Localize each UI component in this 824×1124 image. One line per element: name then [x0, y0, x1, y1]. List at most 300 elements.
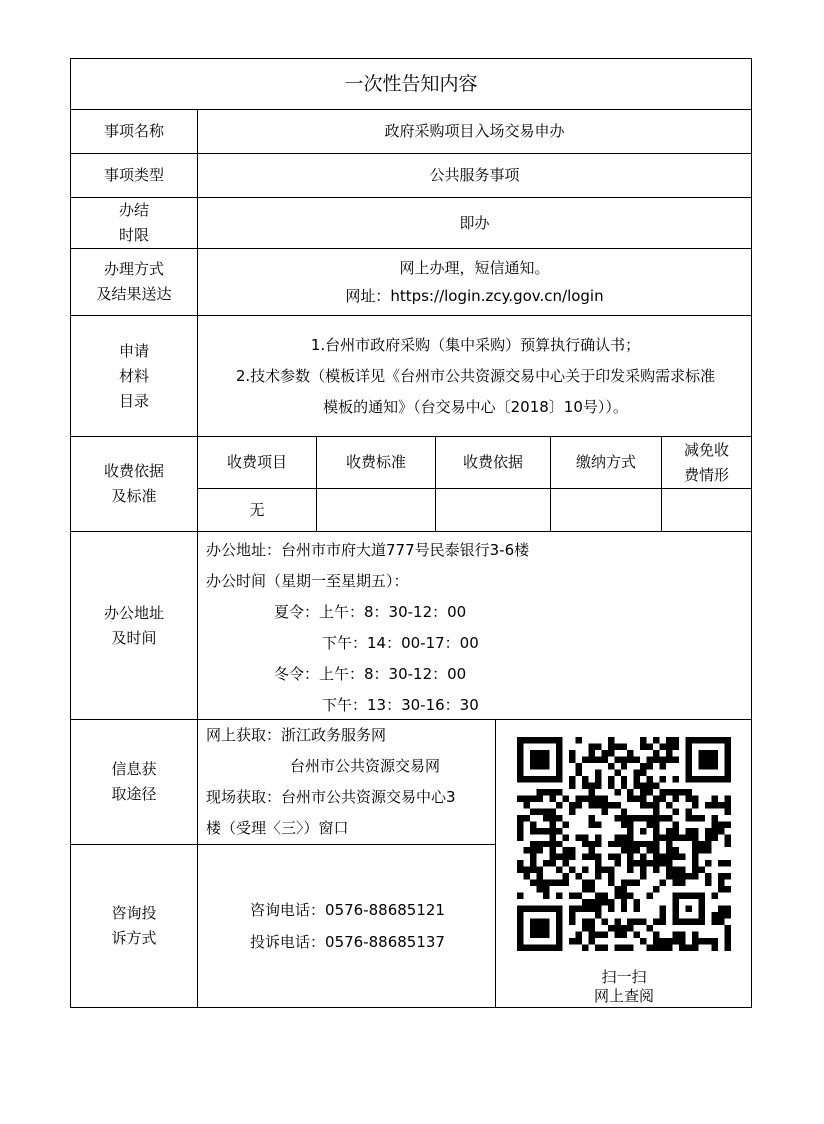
qr-module — [517, 860, 523, 866]
qr-module — [634, 880, 640, 886]
qr-module — [588, 932, 594, 938]
qr-module — [640, 938, 646, 944]
qr-module — [627, 815, 633, 821]
qr-module — [640, 743, 646, 749]
qr-module — [718, 802, 724, 808]
summer-pm-hours: 下午：14：00-17：00 — [322, 634, 479, 652]
qr-module — [647, 860, 653, 866]
qr-module — [582, 854, 588, 860]
material-item-2: 2.技术参数（模板详见《台州市公共资源交易中心关于印发采购需求标准 — [235, 366, 716, 385]
qr-module — [523, 795, 529, 801]
qr-module — [556, 828, 562, 834]
qr-module — [569, 756, 575, 762]
qr-module — [588, 899, 594, 905]
qr-module — [556, 893, 562, 899]
qr-module — [712, 919, 718, 925]
qr-module — [536, 886, 542, 892]
material-item-1: 1.台州市政府采购（集中采购）预算执行确认书； — [310, 335, 641, 354]
qr-module — [608, 743, 614, 749]
qr-module — [666, 834, 672, 840]
qr-module — [621, 945, 627, 951]
fee-header-item-text: 收费项目 — [226, 453, 287, 471]
fee-header-reduction — [662, 437, 751, 489]
qr-module — [556, 854, 562, 860]
qr-module — [725, 834, 731, 840]
qr-module — [653, 815, 659, 821]
qr-module — [543, 828, 549, 834]
qr-module — [536, 808, 542, 814]
qr-module — [523, 873, 529, 879]
qr-module — [543, 886, 549, 892]
qr-module — [660, 912, 666, 918]
qr-module — [614, 743, 620, 749]
qr-module — [621, 841, 627, 847]
qr-module — [562, 847, 568, 853]
qr-module — [595, 795, 601, 801]
qr-module — [575, 938, 581, 944]
office-label-line2: 及时间 — [111, 628, 157, 647]
qr-module — [712, 828, 718, 834]
time-limit-value-text: 即办 — [459, 213, 490, 232]
qr-module — [699, 841, 705, 847]
qr-module — [673, 828, 679, 834]
office-hours-title: 办公时间（星期一至星期五）： — [206, 572, 409, 590]
qr-module — [666, 802, 672, 808]
qr-module — [627, 795, 633, 801]
qr-module — [588, 841, 594, 847]
qr-module — [614, 932, 620, 938]
qr-module — [608, 737, 614, 743]
page-title — [71, 59, 751, 110]
qr-module — [640, 782, 646, 788]
qr-module — [627, 860, 633, 866]
qr-module — [614, 769, 620, 775]
qr-module — [640, 867, 646, 873]
qr-module — [653, 808, 659, 814]
qr-module — [588, 938, 594, 944]
qr-module — [705, 834, 711, 840]
qr-module — [627, 880, 633, 886]
qr-module — [595, 756, 601, 762]
qr-module — [549, 795, 555, 801]
qr-module — [725, 808, 731, 814]
qr-module — [595, 854, 601, 860]
qr-module — [608, 873, 614, 879]
qr-module — [582, 756, 588, 762]
qr-module — [725, 802, 731, 808]
qr-module — [692, 873, 698, 879]
qr-module — [549, 808, 555, 814]
qr-module — [640, 802, 646, 808]
office-label-line1: 办公地址 — [103, 603, 164, 622]
qr-module — [621, 886, 627, 892]
qr-module — [673, 880, 679, 886]
qr-module — [549, 854, 555, 860]
qr-module — [653, 860, 659, 866]
qr-module — [686, 808, 692, 814]
qr-module — [712, 834, 718, 840]
qr-module — [588, 815, 594, 821]
info-online-1: 网上获取：浙江政务服务网 — [206, 726, 387, 744]
qr-module — [530, 841, 536, 847]
qr-module — [536, 795, 542, 801]
qr-module — [569, 802, 575, 808]
qr-module — [666, 841, 672, 847]
qr-module — [718, 873, 724, 879]
qr-module — [712, 802, 718, 808]
qr-module — [660, 860, 666, 866]
qr-module — [640, 763, 646, 769]
method-url: 网址：https://login.zcy.gov.cn/login — [345, 287, 604, 305]
qr-module — [569, 776, 575, 782]
qr-module — [556, 789, 562, 795]
qr-module — [634, 932, 640, 938]
time-limit-label-line2: 时限 — [118, 226, 149, 244]
qr-module — [588, 802, 594, 808]
qr-module — [725, 932, 731, 938]
qr-module — [608, 880, 614, 886]
qr-module — [692, 860, 698, 866]
qr-module — [621, 743, 627, 749]
qr-module — [679, 932, 685, 938]
qr-module — [699, 938, 705, 944]
qr-module — [666, 854, 672, 860]
qr-module — [582, 795, 588, 801]
material-item-2-cont: 模板的通知》（台交易中心〔2018〕10号））。 — [323, 397, 628, 416]
fee-header-item — [198, 437, 317, 489]
qr-module — [712, 821, 718, 827]
qr-module — [627, 789, 633, 795]
qr-module — [562, 821, 568, 827]
fees-label-line2: 及标准 — [111, 487, 157, 505]
method-value — [198, 249, 751, 316]
qr-module — [647, 893, 653, 899]
qr-module — [614, 925, 620, 931]
qr-module — [653, 886, 659, 892]
qr-module — [530, 808, 536, 814]
qr-module — [705, 847, 711, 853]
fee-header-reduction-line2: 费情形 — [683, 465, 729, 484]
qr-caption-line1: 扫一扫 — [601, 968, 647, 986]
fee-value-basis — [436, 489, 551, 532]
qr-module — [621, 808, 627, 814]
qr-module — [523, 847, 529, 853]
qr-module — [686, 834, 692, 840]
qr-module — [582, 880, 588, 886]
qr-module — [588, 782, 594, 788]
qr-module — [582, 834, 588, 840]
qr-module — [543, 789, 549, 795]
qr-module — [718, 821, 724, 827]
qr-module — [666, 815, 672, 821]
qr-module — [647, 782, 653, 788]
qr-module — [653, 854, 659, 860]
method-label-line2: 及结果送达 — [96, 285, 172, 303]
qr-module — [627, 854, 633, 860]
item-type-label — [71, 154, 198, 198]
qr-module — [660, 763, 666, 769]
qr-module — [588, 750, 594, 756]
qr-module — [530, 795, 536, 801]
qr-module — [543, 893, 549, 899]
qr-module — [569, 808, 575, 814]
fees-label-line1: 收费依据 — [103, 462, 164, 480]
qr-module — [614, 834, 620, 840]
qr-module — [653, 919, 659, 925]
qr-module — [601, 750, 607, 756]
qr-module — [647, 776, 653, 782]
qr-module — [705, 828, 711, 834]
qr-module — [530, 847, 536, 853]
qr-module — [588, 795, 594, 801]
qr-module — [686, 828, 692, 834]
qr-module — [588, 847, 594, 853]
qr-module — [621, 763, 627, 769]
fee-value-item — [198, 489, 317, 532]
qr-module — [712, 945, 718, 951]
qr-module — [517, 815, 523, 821]
qr-module — [608, 899, 614, 905]
qr-module — [549, 860, 555, 866]
method-label — [71, 249, 198, 316]
qr-module — [582, 776, 588, 782]
qr-module — [692, 802, 698, 808]
qr-module — [679, 854, 685, 860]
item-name-value — [198, 110, 751, 154]
qr-module — [582, 867, 588, 873]
qr-module — [673, 737, 679, 743]
fee-header-reduction-line1: 减免收 — [683, 440, 729, 459]
qr-module — [569, 938, 575, 944]
qr-module — [653, 737, 659, 743]
qr-module — [679, 945, 685, 951]
qr-module — [627, 756, 633, 762]
qr-module — [549, 821, 555, 827]
qr-module — [679, 789, 685, 795]
qr-module — [549, 789, 555, 795]
qr-module — [517, 893, 523, 899]
qr-module — [627, 919, 633, 925]
qr-module — [569, 919, 575, 925]
qr-module — [679, 834, 685, 840]
qr-module — [673, 743, 679, 749]
qr-module — [640, 828, 646, 834]
qr-module — [621, 834, 627, 840]
qr-module — [575, 893, 581, 899]
qr-module — [660, 945, 666, 951]
qr-module — [582, 782, 588, 788]
qr-module — [562, 834, 568, 840]
qr-module — [725, 886, 731, 892]
qr-module — [660, 834, 666, 840]
qr-module — [601, 867, 607, 873]
qr-module — [718, 828, 724, 834]
method-line1: 网上办理，短信通知。 — [399, 259, 550, 277]
winter-am-hours: 冬令：上午：8：30-12：00 — [274, 665, 467, 683]
qr-module — [523, 802, 529, 808]
qr-module — [614, 886, 620, 892]
qr-module — [582, 945, 588, 951]
qr-module — [614, 919, 620, 925]
qr-module — [660, 938, 666, 944]
info-value — [198, 720, 496, 845]
qr-module — [582, 919, 588, 925]
qr-module — [575, 802, 581, 808]
qr-code-icon[interactable] — [517, 736, 731, 952]
qr-module — [634, 906, 640, 912]
qr-module — [725, 925, 731, 931]
qr-module — [660, 789, 666, 795]
qr-module — [634, 899, 640, 905]
qr-module — [562, 860, 568, 866]
qr-module — [556, 802, 562, 808]
qr-module — [673, 821, 679, 827]
qr-module — [673, 834, 679, 840]
qr-module — [595, 782, 601, 788]
qr-module — [653, 938, 659, 944]
info-label-line1: 信息获 — [111, 760, 157, 778]
qr-module — [588, 854, 594, 860]
qr-module — [660, 795, 666, 801]
qr-module — [595, 899, 601, 905]
qr-module — [718, 886, 724, 892]
qr-module — [608, 782, 614, 788]
qr-module — [653, 821, 659, 827]
qr-module — [582, 841, 588, 847]
qr-module — [569, 847, 575, 853]
qr-module — [673, 756, 679, 762]
qr-module — [712, 795, 718, 801]
qr-module — [530, 821, 536, 827]
qr-module — [595, 893, 601, 899]
qr-module — [536, 880, 542, 886]
qr-module — [627, 893, 633, 899]
qr-module — [666, 756, 672, 762]
qr-module — [575, 873, 581, 879]
office-label — [71, 532, 198, 720]
qr-module — [692, 795, 698, 801]
qr-module — [575, 763, 581, 769]
qr-module — [543, 841, 549, 847]
qr-module — [647, 756, 653, 762]
qr-module — [562, 880, 568, 886]
qr-module — [692, 834, 698, 840]
qr-module — [588, 919, 594, 925]
materials-label — [71, 316, 198, 437]
info-onsite-2: 楼（受理〈三〉）窗口 — [206, 819, 349, 837]
qr-module — [666, 828, 672, 834]
qr-module — [640, 737, 646, 743]
qr-module — [621, 815, 627, 821]
qr-module — [582, 899, 588, 905]
qr-module — [595, 912, 601, 918]
qr-module — [608, 906, 614, 912]
qr-module — [556, 880, 562, 886]
qr-module — [556, 867, 562, 873]
qr-module — [523, 815, 529, 821]
qr-module — [725, 860, 731, 866]
qr-module — [627, 925, 633, 931]
qr-module — [634, 795, 640, 801]
qr-module — [582, 886, 588, 892]
qr-module — [692, 841, 698, 847]
qr-module — [517, 795, 523, 801]
complaint-phone: 投诉电话：0576-88685137 — [250, 933, 445, 951]
item-name-value-text: 政府采购项目入场交易申办 — [384, 122, 565, 140]
qr-module — [575, 795, 581, 801]
qr-module — [634, 782, 640, 788]
qr-module — [673, 854, 679, 860]
item-type-value-text: 公共服务事项 — [429, 166, 520, 184]
qr-module — [660, 815, 666, 821]
qr-module — [614, 945, 620, 951]
qr-module — [673, 932, 679, 938]
qr-module — [653, 834, 659, 840]
qr-module — [536, 847, 542, 853]
qr-module — [608, 763, 614, 769]
qr-module — [718, 880, 724, 886]
qr-module — [666, 743, 672, 749]
qr-module — [517, 834, 523, 840]
qr-module — [621, 906, 627, 912]
office-info — [198, 532, 751, 720]
qr-module — [705, 880, 711, 886]
qr-module — [621, 893, 627, 899]
materials-label-line3: 目录 — [118, 391, 149, 410]
qr-module — [608, 802, 614, 808]
qr-module — [640, 854, 646, 860]
qr-module — [621, 821, 627, 827]
qr-module — [595, 776, 601, 782]
qr-module — [601, 893, 607, 899]
fee-header-basis-text: 收费依据 — [462, 453, 523, 471]
qr-module — [725, 821, 731, 827]
qr-module — [608, 854, 614, 860]
qr-module — [660, 743, 666, 749]
qr-module — [627, 841, 633, 847]
qr-module — [608, 925, 614, 931]
qr-module — [627, 847, 633, 853]
qr-module — [575, 932, 581, 938]
qr-module — [666, 938, 672, 944]
qr-module — [621, 899, 627, 905]
qr-module — [549, 828, 555, 834]
qr-module — [653, 841, 659, 847]
qr-module — [640, 919, 646, 925]
qr-module — [575, 737, 581, 743]
qr-module — [705, 860, 711, 866]
fee-header-basis — [436, 437, 551, 489]
qr-module — [627, 945, 633, 951]
qr-module — [595, 873, 601, 879]
qr-module — [562, 873, 568, 879]
qr-module — [647, 802, 653, 808]
qr-module — [543, 815, 549, 821]
qr-module — [725, 912, 731, 918]
fees-label — [71, 437, 198, 532]
qr-module — [686, 815, 692, 821]
method-label-line1: 办理方式 — [103, 260, 164, 278]
qr-module — [640, 860, 646, 866]
qr-module — [692, 945, 698, 951]
qr-module — [608, 841, 614, 847]
qr-module — [549, 841, 555, 847]
qr-module — [601, 795, 607, 801]
info-label — [71, 720, 198, 845]
qr-module — [640, 841, 646, 847]
qr-module — [725, 795, 731, 801]
qr-module — [621, 776, 627, 782]
